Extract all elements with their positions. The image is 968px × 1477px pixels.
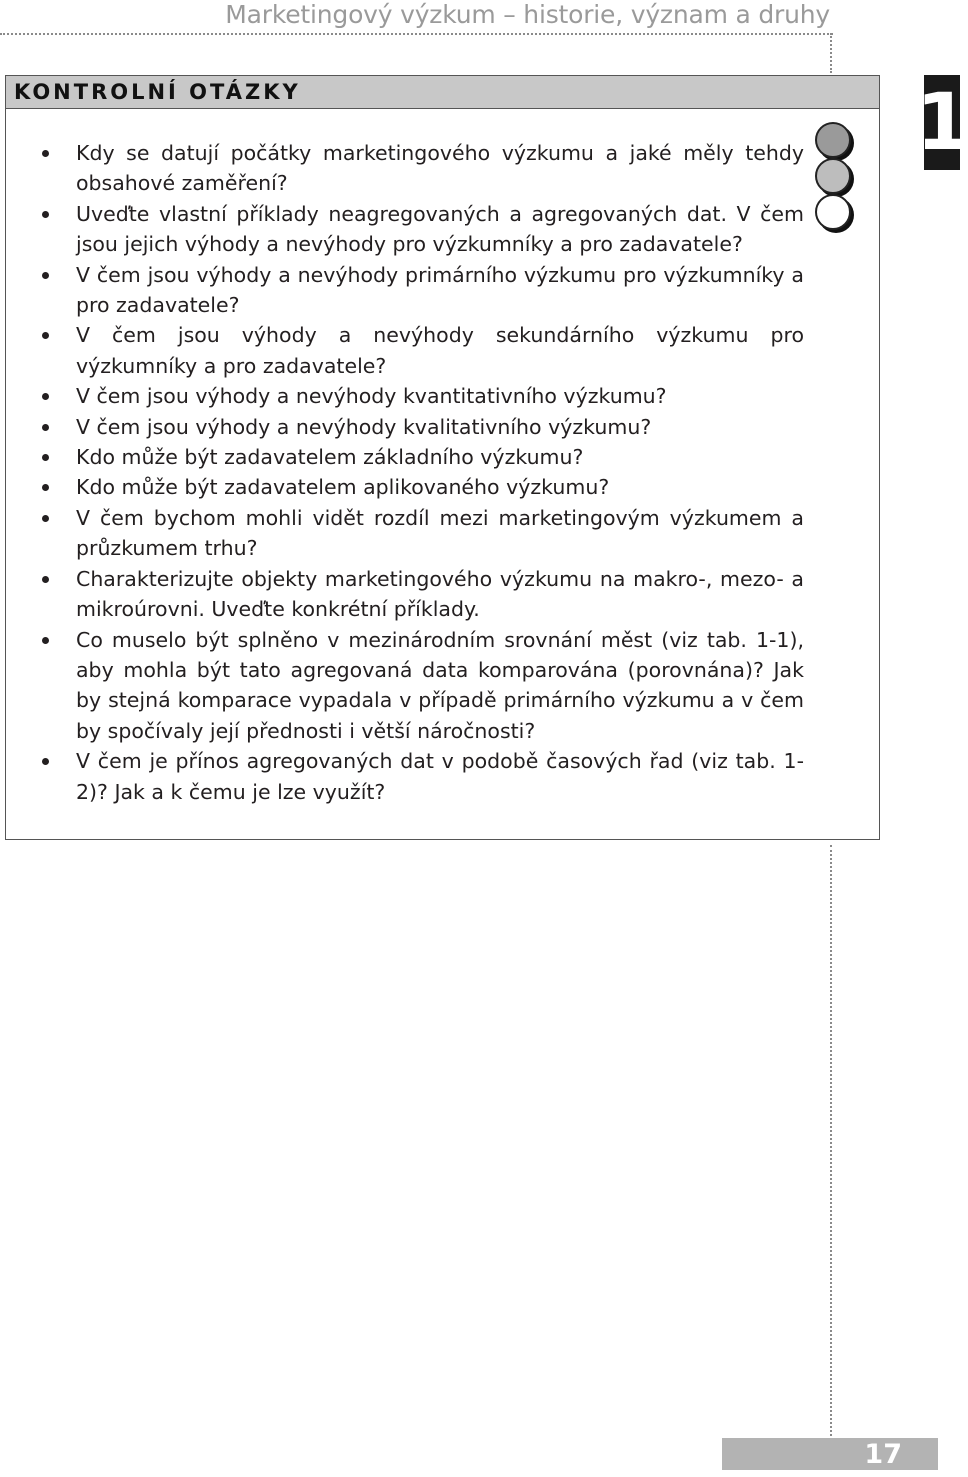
list-item: V čem bychom mohli vidět rozdíl mezi marketingovým výzkumem a průzkumem trhu? [38,503,804,564]
list-item: Kdy se datují počátky marketingového výzkumu a jaké měly tehdy obsahové zaměření? [38,138,804,199]
bullet-icon [42,515,49,522]
circle-light-icon [815,158,851,194]
review-questions-box [5,75,880,840]
list-item: V čem jsou výhody a nevýhody primárního výzkumu pro výzkumníky a pro zadavatele? [38,260,804,321]
bullet-icon [42,272,49,279]
question-list [38,138,804,807]
page-number: 17 [864,1438,902,1470]
chapter-number: 1 [915,77,968,168]
page-number-bar [722,1438,938,1470]
bullet-icon [42,211,49,218]
circle-dark-icon [815,122,851,158]
bullet-icon [42,393,49,400]
circle-white-icon [815,194,851,230]
list-item: Charakterizujte objekty marketingového výzkumu na makro-, mezo- a mikroúrovni. Uveďte konkrétní příklady. [38,564,804,625]
bullet-icon [42,637,49,644]
bullet-icon [42,576,49,583]
list-item: V čem jsou výhody a nevýhody sekundárního výzkumu pro výzkumníky a pro zadavatele? [38,320,804,381]
review-questions-header [6,76,879,109]
bullet-icon [42,150,49,157]
margin-divider-bottom [830,845,832,1440]
review-questions-title: KONTROLNÍ OTÁZKY [14,80,301,104]
bullet-icon [42,758,49,765]
list-item: V čem jsou výhody a nevýhody kvantitativního výzkumu? [38,381,804,411]
bullet-icon [42,424,49,431]
list-item: Kdo může být zadavatelem základního výzkumu? [38,442,804,472]
running-header-title: Marketingový výzkum – historie, význam a druhy [225,0,830,29]
list-item: Co muselo být splněno v mezinárodním srovnání měst (viz tab. 1-1), aby mohla být tato agregovaná data komparována (porovnána)? Jak by stejná komparace vypadala v případě primárního výzkumu a v čem by spočívaly její přednosti i větší náročnosti? [38,625,804,747]
chapter-tab [915,75,968,170]
bullet-icon [42,454,49,461]
circles-decoration-icon [815,122,860,232]
margin-divider-top [830,33,832,73]
list-item: V čem jsou výhody a nevýhody kvalitativního výzkumu? [38,412,804,442]
bullet-icon [42,484,49,491]
header-divider [0,33,833,35]
list-item: Uveďte vlastní příklady neagregovaných a agregovaných dat. V čem jsou jejich výhody a nevýhody pro výzkumníky a pro zadavatele? [38,199,804,260]
list-item: Kdo může být zadavatelem aplikovaného výzkumu? [38,472,804,502]
bullet-icon [42,332,49,339]
list-item: V čem je přínos agregovaných dat v podobě časových řad (viz tab. 1-2)? Jak a k čemu je lze využít? [38,746,804,807]
